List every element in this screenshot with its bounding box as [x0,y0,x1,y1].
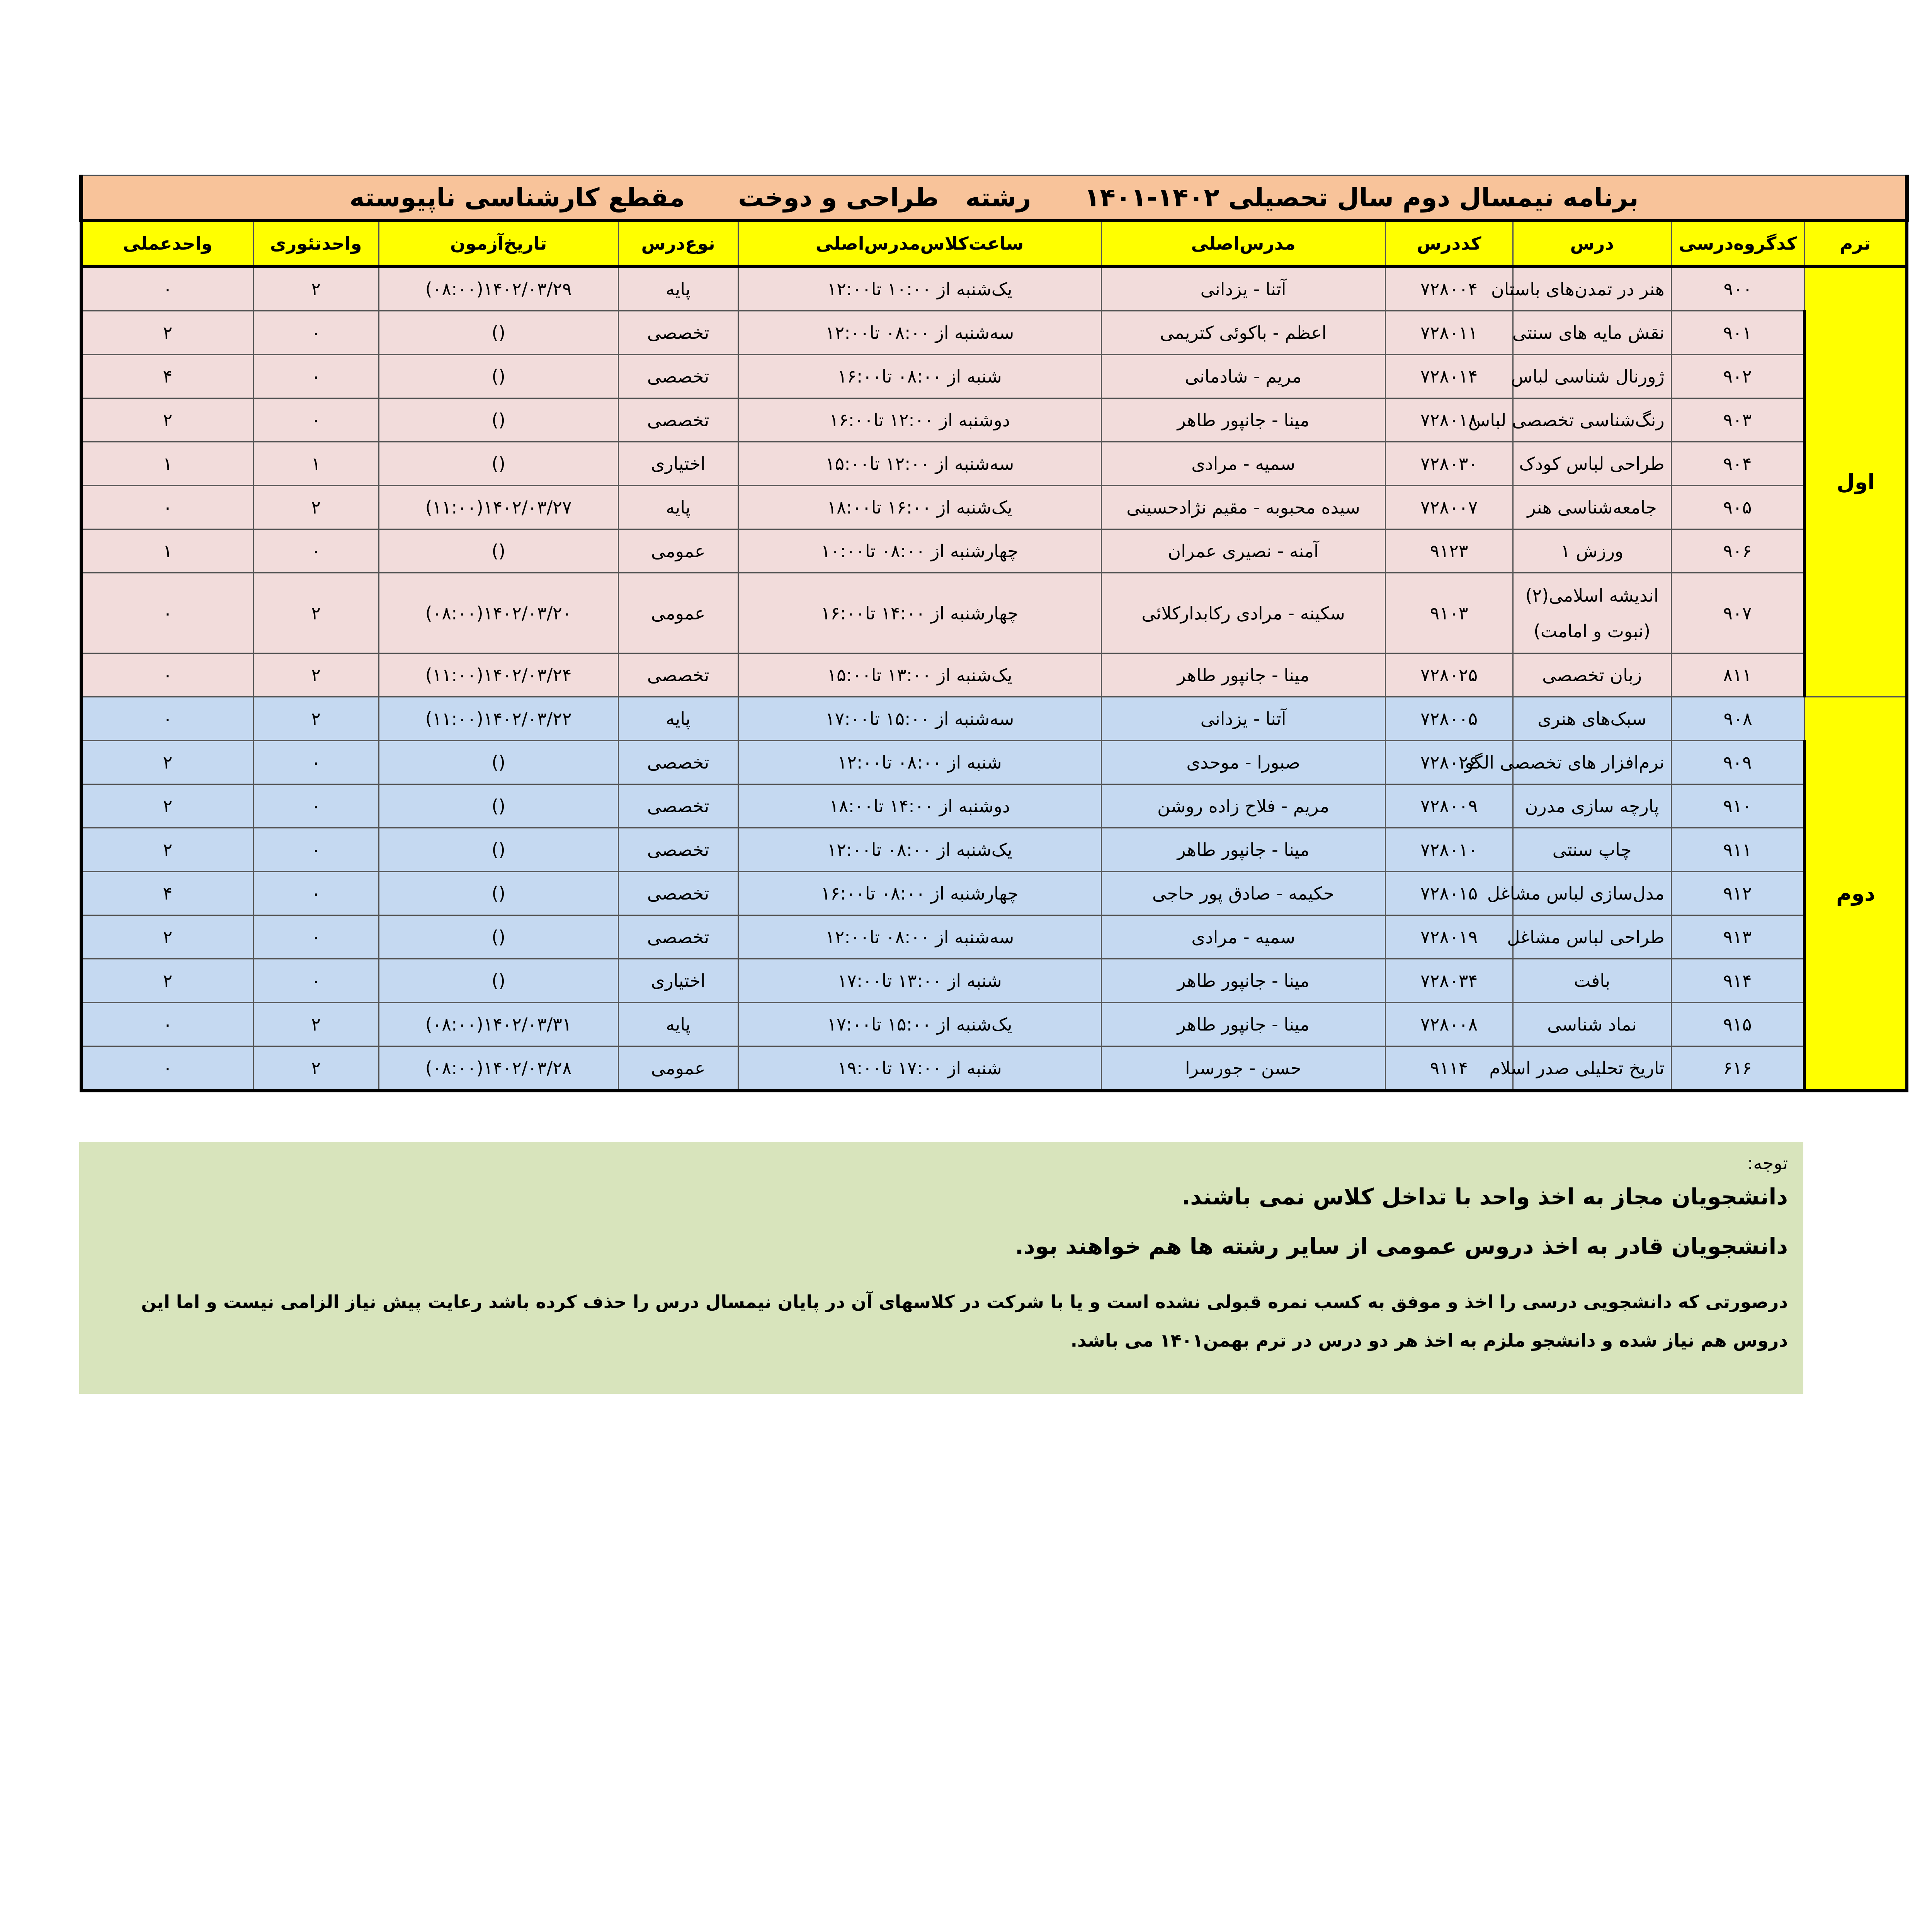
exam-date-cell: () [379,872,618,915]
course-type-cell: اختیاری [618,442,738,486]
course-code-cell: ۷۲۸۰۰۷ [1385,486,1513,529]
schedule-table [79,175,1909,1092]
exam-date-cell: () [379,828,618,872]
title-level: مقطع کارشناسی ناپیوسته [349,182,685,213]
practical-units-cell: ۰ [81,697,253,741]
header-course: درس [1513,221,1671,266]
table-row [81,486,1907,529]
course-name-cell: رنگ‌شناسی تخصصی لباس [1513,398,1671,442]
theory-units-cell: ۲ [253,1046,379,1091]
table-row [81,697,1907,741]
theory-units-cell: ۰ [253,784,379,828]
table-row [81,311,1907,355]
course-type-cell: تخصصی [618,398,738,442]
course-type-cell: تخصصی [618,311,738,355]
theory-units-cell: ۲ [253,697,379,741]
exam-date-cell: ۱۴۰۲/۰۳/۳۱(۰۸:۰۰) [379,1003,618,1046]
course-type-cell: عمومی [618,529,738,573]
practical-units-cell: ۲ [81,398,253,442]
course-type-cell: تخصصی [618,872,738,915]
group-code-cell: ۹۰۴ [1671,442,1804,486]
course-code-cell: ۷۲۸۰۰۵ [1385,697,1513,741]
note-line-3: درصورتی که دانشجویی درسی را اخذ و موفق به کسب نمره قبولی نشده است و یا با شرکت در کلاسهای آن در پایان نیمسال درس را حذف کرده باشد رعایت پیش نیاز الزامی نیست و اما این دروس هم نیاز شده و دانشجو ملزم به اخذ هر دو درس در ترم بهمن۱۴۰۱ می باشد. [141,1291,1788,1351]
class-time-cell: دوشنبه از ۱۴:۰۰ تا۱۸:۰۰ [738,784,1101,828]
practical-units-cell: ۱ [81,529,253,573]
class-time-cell: شنبه از ۱۳:۰۰ تا۱۷:۰۰ [738,959,1101,1003]
class-time-cell: چهارشنبه از ۰۸:۰۰ تا۱۶:۰۰ [738,872,1101,915]
table-row [81,872,1907,915]
instructor-cell: صبورا - موحدی [1101,741,1385,784]
instructor-cell: سمیه - مرادی [1101,442,1385,486]
practical-units-cell: ۰ [81,266,253,311]
table-row [81,828,1907,872]
course-code-cell: ۹۱۱۴ [1385,1046,1513,1091]
course-name-cell: بافت [1513,959,1671,1003]
course-type-cell: عمومی [618,573,738,653]
instructor-cell: سکینه - مرادی رکابدارکلائی [1101,573,1385,653]
practical-units-cell: ۲ [81,784,253,828]
header-theory-units: واحدتئوری [253,221,379,266]
course-type-cell: عمومی [618,1046,738,1091]
practical-units-cell: ۱ [81,442,253,486]
exam-date-cell: () [379,355,618,398]
course-type-cell: تخصصی [618,653,738,697]
exam-date-cell: () [379,915,618,959]
course-name-cell: هنر در تمدن‌های باستان [1513,266,1671,311]
course-type-cell: تخصصی [618,741,738,784]
course-name-cell: نرم‌افزار های تخصصی الگو [1513,741,1671,784]
exam-date-cell: ۱۴۰۲/۰۳/۲۴(۱۱:۰۰) [379,653,618,697]
course-name-cell: جامعه‌شناسی هنر [1513,486,1671,529]
class-time-cell: یک‌شنبه از ۱۵:۰۰ تا۱۷:۰۰ [738,1003,1101,1046]
class-time-cell: چهارشنبه از ۱۴:۰۰ تا۱۶:۰۰ [738,573,1101,653]
header-term: ترم [1804,221,1907,266]
table-row [81,1046,1907,1091]
instructor-cell: مریم - فلاح زاده روشن [1101,784,1385,828]
group-code-cell: ۹۰۹ [1671,741,1804,784]
class-time-cell: یک‌شنبه از ۱۳:۰۰ تا۱۵:۰۰ [738,653,1101,697]
exam-date-cell: ۱۴۰۲/۰۳/۲۰(۰۸:۰۰) [379,573,618,653]
practical-units-cell: ۰ [81,1046,253,1091]
term-second-cell: دوم [1804,697,1907,1091]
class-time-cell: سه‌شنبه از ۰۸:۰۰ تا۱۲:۰۰ [738,915,1101,959]
term-first-cell: اول [1804,266,1907,697]
instructor-cell: حسن - جورسرا [1101,1046,1385,1091]
exam-date-cell: ۱۴۰۲/۰۳/۲۸(۰۸:۰۰) [379,1046,618,1091]
table-row [81,266,1907,311]
instructor-cell: مینا - جانپور طاهر [1101,959,1385,1003]
instructor-cell: سیده محبوبه - مقیم نژادحسینی [1101,486,1385,529]
class-time-cell: یک‌شنبه از ۱۶:۰۰ تا۱۸:۰۰ [738,486,1101,529]
title-main: برنامه نیمسال دوم سال تحصیلی ۱۴۰۲-۱۴۰۱ [1084,182,1639,213]
course-type-cell: تخصصی [618,915,738,959]
practical-units-cell: ۰ [81,573,253,653]
group-code-cell: ۹۰۱ [1671,311,1804,355]
course-code-cell: ۷۲۸۰۰۹ [1385,784,1513,828]
course-code-cell: ۷۲۸۰۱۸ [1385,398,1513,442]
course-type-cell: تخصصی [618,355,738,398]
theory-units-cell: ۲ [253,486,379,529]
group-code-cell: ۹۱۳ [1671,915,1804,959]
exam-date-cell: () [379,529,618,573]
exam-date-cell: ۱۴۰۲/۰۳/۲۹(۰۸:۰۰) [379,266,618,311]
theory-units-cell: ۰ [253,828,379,872]
theory-units-cell: ۰ [253,529,379,573]
header-course-code: کددرس [1385,221,1513,266]
table-row [81,355,1907,398]
theory-units-cell: ۰ [253,915,379,959]
practical-units-cell: ۲ [81,959,253,1003]
class-time-cell: یک‌شنبه از ۱۰:۰۰ تا۱۲:۰۰ [738,266,1101,311]
practical-units-cell: ۰ [81,1003,253,1046]
course-code-cell: ۷۲۸۰۳۴ [1385,959,1513,1003]
course-code-cell: ۷۲۸۰۱۵ [1385,872,1513,915]
instructor-cell: مینا - جانپور طاهر [1101,828,1385,872]
table-row [81,573,1907,653]
class-time-cell: شنبه از ۱۷:۰۰ تا۱۹:۰۰ [738,1046,1101,1091]
header-class-time: ساعت‌کلاس‌مدرس‌اصلی [738,221,1101,266]
course-name-cell: نقش مایه های سنتی [1513,311,1671,355]
course-code-cell: ۷۲۸۰۱۹ [1385,915,1513,959]
class-time-cell: سه‌شنبه از ۱۲:۰۰ تا۱۵:۰۰ [738,442,1101,486]
header-instructor: مدرس‌اصلی [1101,221,1385,266]
theory-units-cell: ۱ [253,442,379,486]
group-code-cell: ۹۰۳ [1671,398,1804,442]
group-code-cell: ۹۱۴ [1671,959,1804,1003]
course-type-cell: پایه [618,1003,738,1046]
course-name-cell: اندیشه اسلامی(۲) (نبوت و امامت) [1513,573,1671,653]
group-code-cell: ۹۱۲ [1671,872,1804,915]
table-row [81,529,1907,573]
practical-units-cell: ۲ [81,741,253,784]
instructor-cell: مینا - جانپور طاهر [1101,398,1385,442]
group-code-cell: ۸۱۱ [1671,653,1804,697]
note-line-1: دانشجویان مجاز به اخذ واحد با تداخل کلاس نمی باشند. [1182,1184,1788,1210]
course-code-cell: ۹۱۰۳ [1385,573,1513,653]
header-group-code: کدگروه‌درسی [1671,221,1804,266]
exam-date-cell: () [379,784,618,828]
exam-date-cell: ۱۴۰۲/۰۳/۲۲(۱۱:۰۰) [379,697,618,741]
course-type-cell: اختیاری [618,959,738,1003]
title-field: رشته طراحی و دوخت [738,182,1031,213]
group-code-cell: ۹۰۸ [1671,697,1804,741]
practical-units-cell: ۲ [81,311,253,355]
theory-units-cell: ۰ [253,311,379,355]
class-time-cell: چهارشنبه از ۰۸:۰۰ تا۱۰:۰۰ [738,529,1101,573]
course-name-cell: ورزش ۱ [1513,529,1671,573]
instructor-cell: مینا - جانپور طاهر [1101,653,1385,697]
table-title [81,175,1907,221]
group-code-cell: ۹۱۵ [1671,1003,1804,1046]
course-name-cell: ژورنال شناسی لباس [1513,355,1671,398]
course-name-cell: تاریخ تحلیلی صدر اسلام [1513,1046,1671,1091]
instructor-cell: سمیه - مرادی [1101,915,1385,959]
group-code-cell: ۹۰۲ [1671,355,1804,398]
note-line-2: دانشجویان قادر به اخذ دروس عمومی از سایر رشته ها هم خواهند بود. [1015,1233,1788,1259]
practical-units-cell: ۰ [81,653,253,697]
group-code-cell: ۹۰۰ [1671,266,1804,311]
course-name-cell: سبک‌های هنری [1513,697,1671,741]
theory-units-cell: ۰ [253,741,379,784]
group-code-cell: ۹۱۱ [1671,828,1804,872]
header-course-type: نوع‌درس [618,221,738,266]
class-time-cell: شنبه از ۰۸:۰۰ تا۱۲:۰۰ [738,741,1101,784]
title-row [81,175,1907,221]
course-name-cell: نماد شناسی [1513,1003,1671,1046]
course-type-cell: پایه [618,697,738,741]
instructor-cell: آمنه - نصیری عمران [1101,529,1385,573]
course-code-cell: ۷۲۸۰۰۸ [1385,1003,1513,1046]
instructor-cell: مینا - جانپور طاهر [1101,1003,1385,1046]
table-row [81,1003,1907,1046]
course-code-cell: ۷۲۸۰۳۰ [1385,442,1513,486]
table-row [81,442,1907,486]
table-row [81,653,1907,697]
class-time-cell: سه‌شنبه از ۱۵:۰۰ تا۱۷:۰۰ [738,697,1101,741]
course-name-cell: پارچه سازی مدرن [1513,784,1671,828]
practical-units-cell: ۲ [81,828,253,872]
exam-date-cell: () [379,398,618,442]
theory-units-cell: ۲ [253,653,379,697]
table-row [81,398,1907,442]
exam-date-cell: () [379,311,618,355]
header-row [81,221,1907,266]
exam-date-cell: () [379,741,618,784]
theory-units-cell: ۰ [253,398,379,442]
course-code-cell: ۷۲۸۰۱۴ [1385,355,1513,398]
course-name-cell: طراحی لباس مشاغل [1513,915,1671,959]
group-code-cell: ۶۱۶ [1671,1046,1804,1091]
course-name-cell: طراحی لباس کودک [1513,442,1671,486]
practical-units-cell: ۰ [81,486,253,529]
theory-units-cell: ۰ [253,355,379,398]
theory-units-cell: ۰ [253,959,379,1003]
practical-units-cell: ۲ [81,915,253,959]
instructor-cell: حکیمه - صادق پور حاجی [1101,872,1385,915]
instructor-cell: آتنا - یزدانی [1101,266,1385,311]
instructor-cell: اعظم - باکوئی کتریمی [1101,311,1385,355]
instructor-cell: آتنا - یزدانی [1101,697,1385,741]
course-type-cell: پایه [618,266,738,311]
course-code-cell: ۹۱۲۳ [1385,529,1513,573]
course-name-cell: زبان تخصصی [1513,653,1671,697]
table-row [81,959,1907,1003]
exam-date-cell: ۱۴۰۲/۰۳/۲۷(۱۱:۰۰) [379,486,618,529]
group-code-cell: ۹۰۵ [1671,486,1804,529]
exam-date-cell: () [379,442,618,486]
header-exam-date: تاریخ‌آزمون [379,221,618,266]
course-name-cell: چاپ سنتی [1513,828,1671,872]
course-type-cell: تخصصی [618,828,738,872]
course-code-cell: ۷۲۸۰۲۵ [1385,653,1513,697]
course-type-cell: تخصصی [618,784,738,828]
practical-units-cell: ۴ [81,355,253,398]
course-code-cell: ۷۲۸۰۰۴ [1385,266,1513,311]
table-row [81,784,1907,828]
group-code-cell: ۹۰۶ [1671,529,1804,573]
course-code-cell: ۷۲۸۰۱۰ [1385,828,1513,872]
course-name-cell: مدل‌سازی لباس مشاغل [1513,872,1671,915]
header-practical-units: واحدعملی [81,221,253,266]
theory-units-cell: ۲ [253,1003,379,1046]
course-type-cell: پایه [618,486,738,529]
theory-units-cell: ۲ [253,266,379,311]
course-code-cell: ۷۲۸۰۱۱ [1385,311,1513,355]
class-time-cell: یک‌شنبه از ۰۸:۰۰ تا۱۲:۰۰ [738,828,1101,872]
exam-date-cell: () [379,959,618,1003]
group-code-cell: ۹۰۷ [1671,573,1804,653]
class-time-cell: دوشنبه از ۱۲:۰۰ تا۱۶:۰۰ [738,398,1101,442]
instructor-cell: مریم - شادمانی [1101,355,1385,398]
notes-box [79,1142,1803,1394]
class-time-cell: سه‌شنبه از ۰۸:۰۰ تا۱۲:۰۰ [738,311,1101,355]
class-time-cell: شنبه از ۰۸:۰۰ تا۱۶:۰۰ [738,355,1101,398]
theory-units-cell: ۲ [253,573,379,653]
theory-units-cell: ۰ [253,872,379,915]
notes-label: توجه: [1747,1153,1788,1173]
group-code-cell: ۹۱۰ [1671,784,1804,828]
table-row [81,915,1907,959]
practical-units-cell: ۴ [81,872,253,915]
table-row [81,741,1907,784]
course-code-cell: ۷۲۸۰۲۶ [1385,741,1513,784]
